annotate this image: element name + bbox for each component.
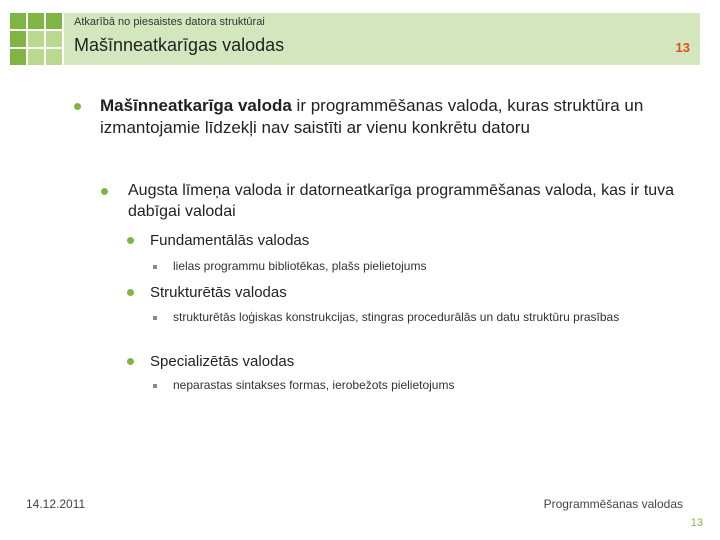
footer-title: Programmēšanas valodas	[543, 497, 683, 511]
bullet-level3-fundamental: Fundamentālās valodas	[150, 232, 310, 249]
bullet-level4-specialized: neparastas sintakses formas, ierobežots pielietojums	[173, 378, 455, 392]
bullet-level1	[100, 95, 685, 139]
bullet-level4-structured: strukturētās loģiskas konstrukcijas, stingras procedurālās un datu struktūru prasības	[173, 310, 620, 324]
bullet-dot-icon	[127, 358, 134, 365]
slide-title: Mašīnneatkarīgas valodas	[74, 35, 285, 55]
footer-page-number: 13	[690, 517, 703, 529]
bullet-level3-structured: Strukturētās valodas	[150, 284, 287, 301]
footer-date: 14.12.2011	[26, 497, 86, 511]
bullet-square-icon	[153, 316, 157, 320]
header-subtitle: Atkarībā no piesaistes datora struktūrai	[74, 16, 265, 28]
bullet-square-icon	[153, 265, 157, 269]
bullet-level4-fundamental: lielas programmu bibliotēkas, plašs pielietojums	[173, 259, 427, 273]
header-bar	[64, 13, 700, 65]
bullet-level1-text: ir programmēšanas valoda, kuras struktūra un izmantojamie līdzekļi nav saistīti ar vienu konkrētu datoru	[100, 96, 644, 138]
bullet-level2: Augsta līmeņa valoda ir datorneatkarīga programmēšanas valoda, kas ir tuva dabīgai valodai	[128, 182, 675, 220]
bullet-level1-term: Mašīnneatkarīga valoda	[100, 96, 292, 115]
bullet-dot-icon	[74, 103, 81, 110]
bullet-level3-specialized: Specializētās valodas	[150, 353, 295, 370]
bullet-dot-icon	[101, 188, 108, 195]
logo-grid	[10, 13, 62, 65]
bullet-dot-icon	[127, 237, 134, 244]
bullet-square-icon	[153, 384, 157, 388]
header-slide-number: 13	[675, 40, 690, 55]
bullet-dot-icon	[127, 289, 134, 296]
